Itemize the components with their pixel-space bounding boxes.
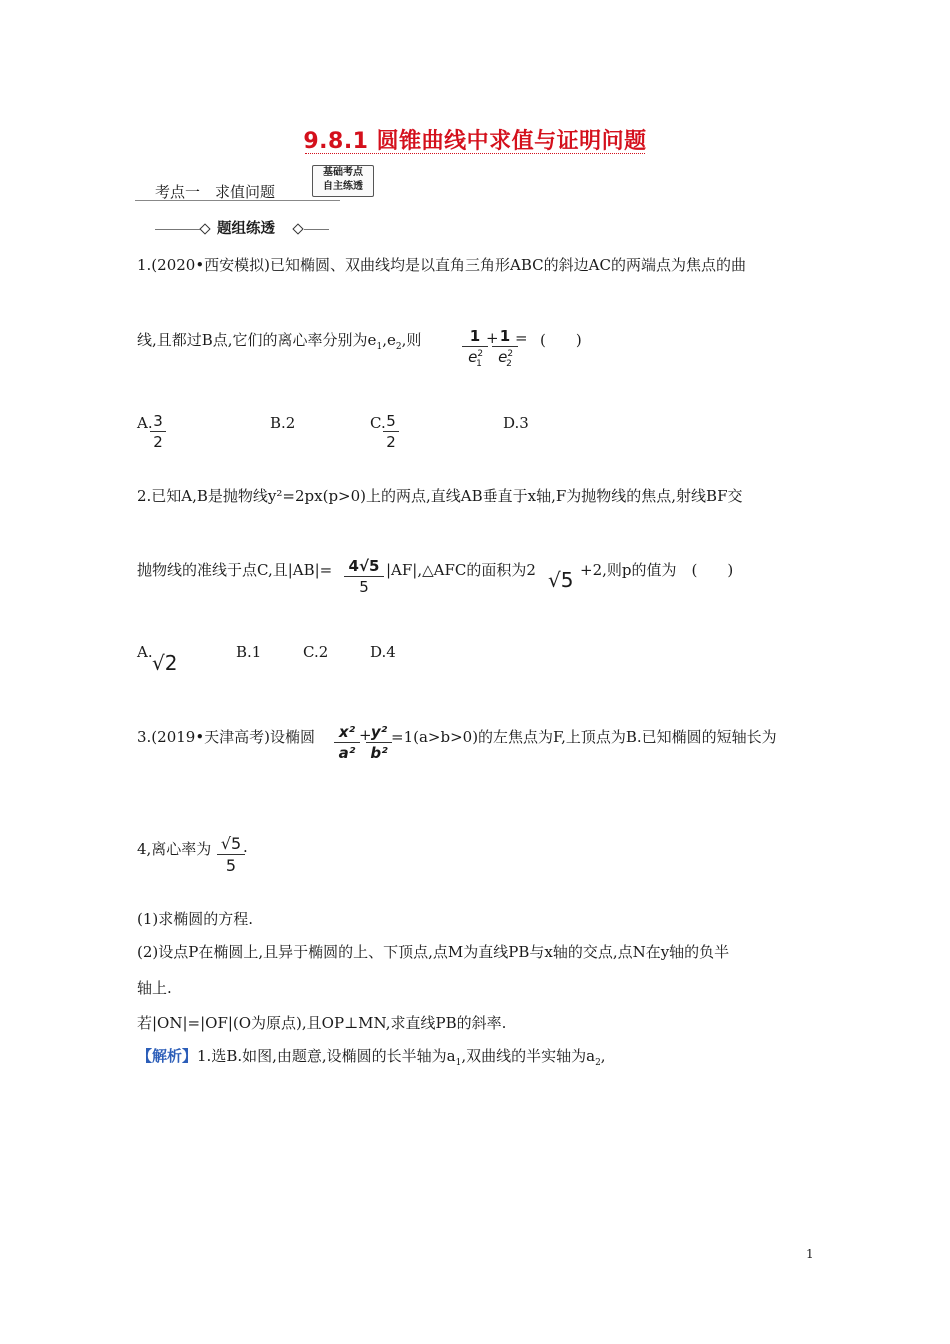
q2-fraction: 4√5 5 [344,557,384,596]
title-underline [305,153,645,154]
q3-line2-post: . [243,838,248,856]
q1-option-b: B.2 [270,414,296,432]
q1-option-c-fraction: 5 2 [383,412,399,451]
group-label: 题组练透 [217,221,275,237]
q2-option-a-value: √2 [152,651,178,675]
page-number: 1 [806,1247,814,1261]
q2-option-a-label: A. [137,643,153,661]
badge-line2: 自主练透 [323,181,363,192]
q3-part2-line2: 轴上. [137,979,172,997]
section-label: 考点一 求值问题 [155,183,276,201]
q3-part2-line3: 若|ON|=|OF|(O为原点),且OP⊥MN,求直线PB的斜率. [137,1014,507,1032]
analysis-tag: 【解析】 [137,1047,198,1065]
q1-fraction-1: 1 $e^2_1$ [462,327,488,369]
q2-option-c: C.2 [303,643,329,661]
q1-plus: + [486,329,499,347]
badge-line1: 基础考点 [323,167,363,178]
q3-line2-pre: 4,离心率为 [137,840,212,858]
q2-option-d: D.4 [370,643,396,661]
group-rule-left [155,229,200,230]
q2-option-b: B.1 [236,643,262,661]
q3-line1-post: =1(a>b>0)的左焦点为F,上顶点为B.已知椭圆的短轴长为 [391,728,777,746]
diamond-icon [292,223,303,234]
q3-line1-pre: 3.(2019•天津高考)设椭圆 [137,728,316,746]
q1-option-d: D.3 [503,414,529,432]
q1-line1: 1.(2020•西安模拟)已知椭圆、双曲线均是以直角三角形ABC的斜边AC的两端点为焦点的曲 [137,256,746,274]
q1-answer-paren: ( ) [540,331,582,349]
q2-line2-post: +2,则p的值为 ( ) [580,561,734,579]
q3-fraction-y: y² b² [366,723,392,762]
page-title: 9.8.1 圆锥曲线中求值与证明问题 [303,129,647,154]
section-underline [135,200,340,201]
q1-equals: = [515,329,528,347]
q1-fraction-2: 1 $e^2_2$ [492,327,518,369]
q2-line2-pre: 抛物线的准线于点C,且|AB|= [137,561,333,579]
q1-option-a-fraction: 3 2 [150,412,166,451]
analysis-line: 【解析】1.选B.如图,由题意,设椭圆的长半轴为$a_1$,双曲线的半实轴为$a_2$, [137,1047,606,1068]
q2-line2-mid: |AF|,△AFC的面积为2 [386,561,536,579]
q1-option-a-label: A. [137,414,153,432]
diamond-icon [199,223,210,234]
q2-sqrt5: √5 [548,568,574,592]
q2-line1: 2.已知A,B是抛物线y²=2px(p>0)上的两点,直线AB垂直于x轴,F为抛物线的焦点,射线BF交 [137,487,743,505]
group-rule-right [304,229,329,230]
q3-fraction-x: x² a² [334,723,360,762]
q1-option-c-label: C. [370,414,386,432]
q1-line2: 线,且都过B点,它们的离心率分别为$e_1,e_2$,则 [137,331,422,352]
q3-eccentricity-fraction: √5 5 [217,834,245,875]
section-badge [312,165,374,197]
q3-part1: (1)求椭圆的方程. [137,910,254,928]
q3-part2-line1: (2)设点P在椭圆上,且异于椭圆的上、下顶点,点M为直线PB与x轴的交点,点N在y轴的负半 [137,943,730,961]
q3-plus: + [359,726,372,744]
